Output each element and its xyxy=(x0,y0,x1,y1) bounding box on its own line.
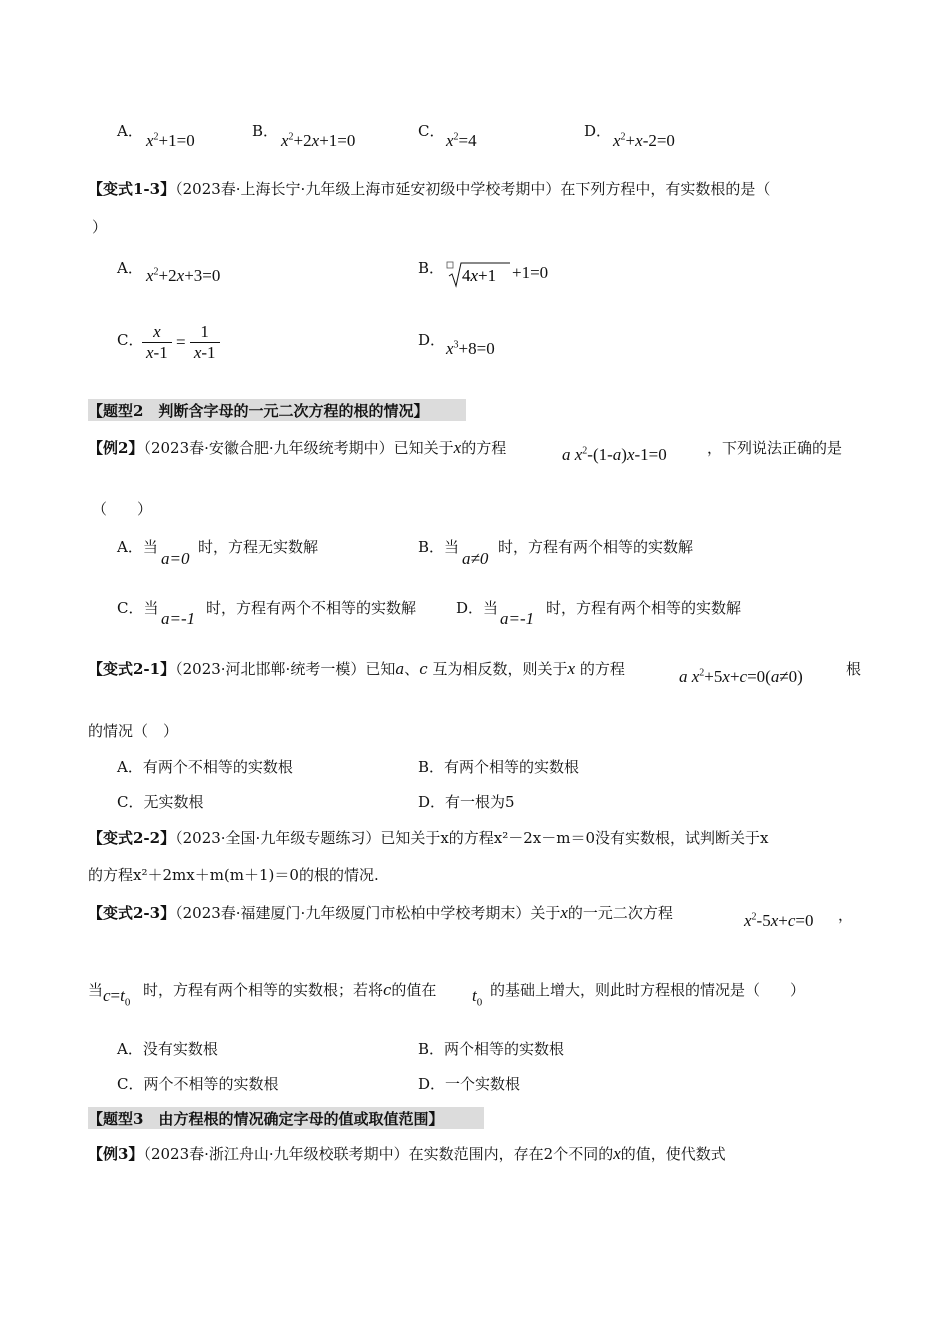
e2-b-label: B．当 xyxy=(418,538,460,556)
example-2-tail: ，下列说法正确的是 xyxy=(707,439,843,457)
variant-2-2-line1: 【变式2-2】（2023·全国·九年级专题练习）已知关于x的方程x²－2x－m＝0没有实数根，试判断关于x xyxy=(88,829,769,847)
variant-1-3-question: 【变式1-3】（2023春·上海长宁·九年级上海市延安初级中学校考期中）在下列方程中，有实数根的是（ xyxy=(88,180,771,198)
variant-2-3-comma: ， xyxy=(838,906,854,924)
e2-b-text: 时，方程有两个相等的实数解 xyxy=(498,538,694,556)
variant-2-3-question: 【变式2-3】（2023春·福建厦门·九年级厦门市松柏中学校考期末）关于x的一元二次方程 xyxy=(88,903,673,922)
v23-line2-d: 的基础上增大，则此时方程根的情况是（ ） xyxy=(490,981,806,999)
option-a-label: A． xyxy=(117,122,143,140)
e2-a-label: A．当 xyxy=(117,538,158,556)
example-2-paren: （ ） xyxy=(92,500,153,518)
v23-option-a: A．没有实数根 xyxy=(117,1040,218,1058)
example-2-equation: a $x^2-(1-a)x-1=0$ xyxy=(562,445,667,464)
v23-t0: $t_0$ xyxy=(472,986,483,1009)
v21-option-c: C．无实数根 xyxy=(117,793,204,811)
variant-2-3-equation: $x^2-5x+c=0$ xyxy=(744,911,814,930)
example-3-question: 【例3】（2023春·浙江舟山·九年级校联考期中）在实数范围内，存在2个不同的x的值，使代数式 xyxy=(88,1144,726,1163)
variant-1-3-tag: 【变式1-3】 xyxy=(88,180,176,198)
example-2-question: 【例2】（2023春·安徽合肥·九年级统考期中）已知关于x的方程 xyxy=(88,438,507,457)
v13-c-label: C． xyxy=(117,331,144,349)
v23-option-d: D．一个实数根 xyxy=(418,1075,521,1093)
svg-text:4x+1: 4x+1 xyxy=(462,266,497,285)
e2-c-cond: a=-1 xyxy=(161,609,196,628)
v13-b-equation: 4x+1 +1=0 xyxy=(446,260,548,288)
v23-line2-b: 时，方程有两个相等的实数根；若将c的值在 xyxy=(143,981,437,999)
v21-option-b: B．有两个相等的实数根 xyxy=(418,758,580,776)
e2-a-cond: a=0 xyxy=(161,549,190,568)
v23-option-b: B．两个相等的实数根 xyxy=(418,1040,565,1058)
option-d-label: D． xyxy=(584,122,612,140)
option-a-equation: $x^2+1=0$ xyxy=(146,131,195,150)
e2-d-cond: a=-1 xyxy=(500,609,535,628)
type-3-heading: 【题型3 由方程根的情况确定字母的值或取值范围】 xyxy=(88,1110,444,1128)
variant-2-2-line2: 的方程x²＋2mx＋m(m＋1)＝0的根的情况. xyxy=(88,866,379,884)
v13-c-equation: $\frac{x}{x-1}$ = $\frac{1}{x-1}$ xyxy=(142,322,220,363)
radical-sign-icon xyxy=(446,260,512,288)
e2-b-cond: a≠0 xyxy=(462,549,489,568)
v13-b-label: B． xyxy=(418,259,445,277)
variant-2-1-question: 【变式2-1】（2023·河北邯郸·统考一模）已知a、c 互为相反数，则关于x 的方程 xyxy=(88,659,625,678)
e2-c-text: 时，方程有两个不相等的实数解 xyxy=(206,599,417,617)
option-b-label: B． xyxy=(252,122,279,140)
variant-1-3-close: ） xyxy=(92,218,108,236)
v21-option-d: D．有一根为5 xyxy=(418,793,515,811)
v13-a-label: A． xyxy=(117,259,143,277)
option-c-label: C． xyxy=(418,122,445,140)
e2-d-label: D．当 xyxy=(456,599,499,617)
type-2-heading: 【题型2 判断含字母的一元二次方程的根的情况】 xyxy=(88,402,429,420)
option-d-equation: $x^2+x-2=0$ xyxy=(613,131,675,150)
v23-line2-a: 当 xyxy=(88,981,104,999)
variant-2-1-tail: 根 xyxy=(846,660,862,678)
variant-2-1-line2: 的情况（ ） xyxy=(88,722,179,740)
option-c-equation: $x^2=4$ xyxy=(446,131,477,150)
variant-2-1-equation: a $x^2+5x+c=0(a\ne 0)$ xyxy=(679,667,803,686)
v13-d-label: D． xyxy=(418,331,446,349)
option-b-equation: $x^2+2x+1=0$ xyxy=(281,131,356,150)
v13-a-equation: $x^2+2x+3=0$ xyxy=(146,266,221,285)
v23-cond: $c=t_0$ xyxy=(103,986,131,1009)
e2-c-label: C．当 xyxy=(117,599,159,617)
v21-option-a: A．有两个不相等的实数根 xyxy=(117,758,293,776)
e2-d-text: 时，方程有两个相等的实数解 xyxy=(546,599,742,617)
e2-a-text: 时，方程无实数解 xyxy=(198,538,319,556)
v13-d-equation: $x^3+8=0$ xyxy=(446,339,495,358)
v23-option-c: C．两个不相等的实数根 xyxy=(117,1075,279,1093)
